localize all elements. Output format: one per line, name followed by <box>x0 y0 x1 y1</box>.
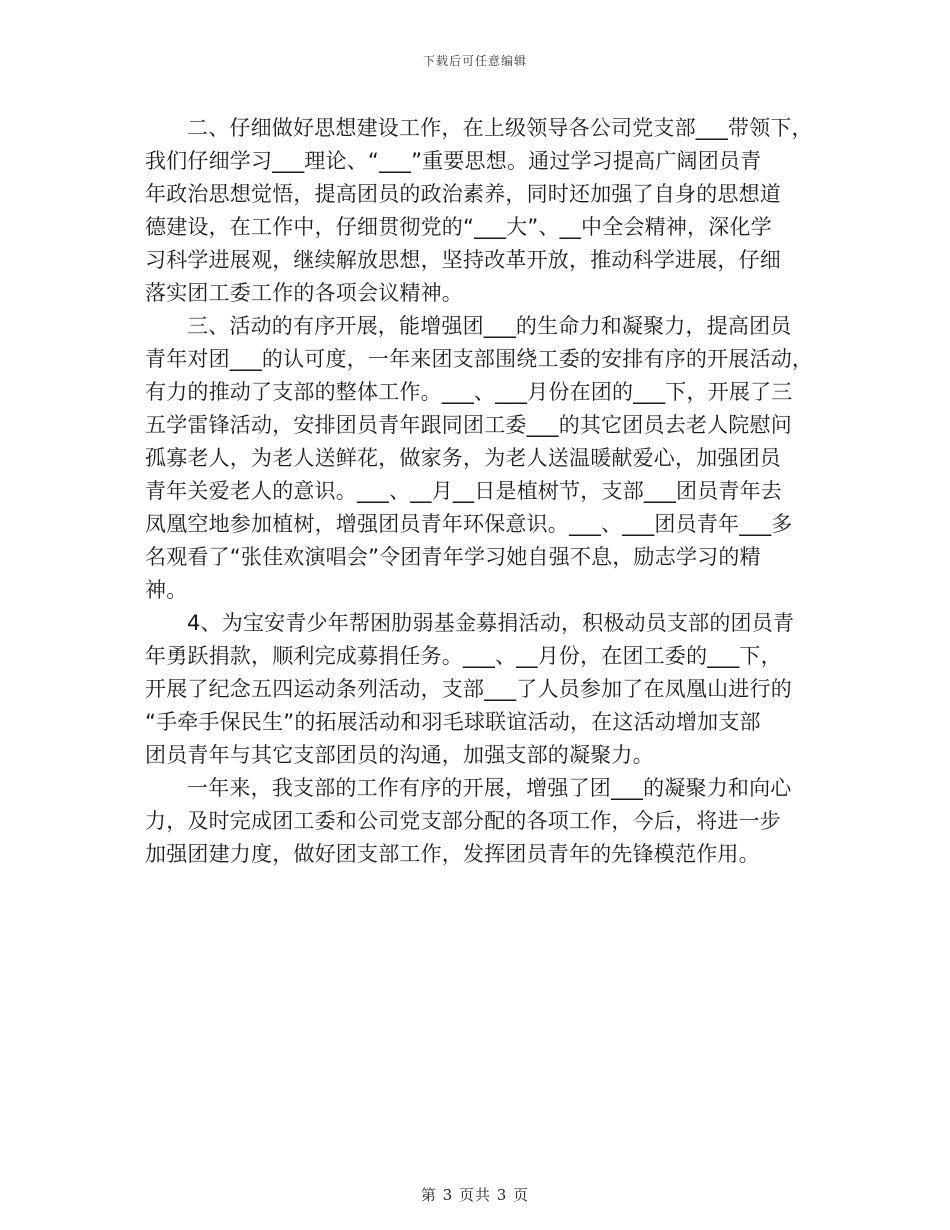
text-line: 孤寡老人，为老人送鲜花，做家务，为老人送温暖献爱心，加强团员 <box>145 446 781 470</box>
text-line: 青年对团___的认可度，一年来团支部围绕工委的安排有序的开展活动， <box>145 347 814 371</box>
text-line: 加强团建力度，做好团支部工作，发挥团员青年的先锋模范作用。 <box>145 842 760 866</box>
text-line: 神。 <box>145 578 188 602</box>
text-line: 开展了纪念五四运动条列活动，支部___了人员参加了在凤凰山进行的 <box>145 677 792 701</box>
page-footer: 第 3 页共 3 页 <box>420 1186 530 1204</box>
document-body <box>0 112 950 871</box>
text-line: 4、为宝安青少年帮困肋弱基金募捐活动，积极动员支部的团员青 <box>187 611 795 635</box>
text-line: 三、活动的有序开展，能增强团___的生命力和凝聚力，提高团员 <box>187 314 792 338</box>
paragraph-activities <box>0 310 950 607</box>
text-line: 名观看了“张佳欢演唱会”令团青年学习她自强不息，励志学习的精 <box>145 545 761 569</box>
text-line: “手牵手保民生”的拓展活动和羽毛球联谊活动，在这活动增加支部 <box>145 710 761 734</box>
text-line: 力，及时完成团工委和公司党支部分配的各项工作，今后，将进一步 <box>145 809 781 833</box>
text-line: 年政治思想觉悟，提高团员的政治素养，同时还加强了自身的思想道 <box>145 182 781 206</box>
text-line: 我们仔细学习___理论、“___”重要思想。通过学习提高广阔团员青 <box>145 149 762 173</box>
text-line: 二、仔细做好思想建设工作，在上级领导各公司党支部___带领下， <box>187 116 813 140</box>
page-header: 下载后可任意编辑 <box>422 54 527 68</box>
text-line: 五学雷锋活动，安排团员青年跟同团工委___的其它团员去老人院慰问 <box>145 413 792 437</box>
paragraph-thought-building <box>0 112 950 310</box>
paragraph-summary <box>0 772 950 871</box>
text-line: 凤凰空地参加植树，增强团员青年环保意识。___、___团员青年___多 <box>145 512 793 536</box>
text-line: 年勇跃捐款，顺利完成募捐任务。___、__月份，在团工委的___下， <box>145 644 782 668</box>
text-line: 有力的推动了支部的整体工作。___、___月份在团的___下，开展了三 <box>145 380 793 404</box>
text-line: 青年关爱老人的意识。___、__月__日是植树节，支部___团员青年去 <box>145 479 782 503</box>
text-line: 习科学进展观，继续解放思想，坚持改革开放，推动科学进展，仔细 <box>145 248 781 272</box>
text-line: 一年来，我支部的工作有序的开展，增强了团___的凝聚力和向心 <box>187 776 792 800</box>
text-line: 落实团工委工作的各项会议精神。 <box>145 281 463 305</box>
text-line: 德建设，在工作中，仔细贯彻党的“___大”、__中全会精神，深化学 <box>145 215 772 239</box>
paragraph-fundraising <box>0 607 950 772</box>
text-line: 团员青年与其它支部团员的沟通，加强支部的凝聚力。 <box>145 743 654 767</box>
